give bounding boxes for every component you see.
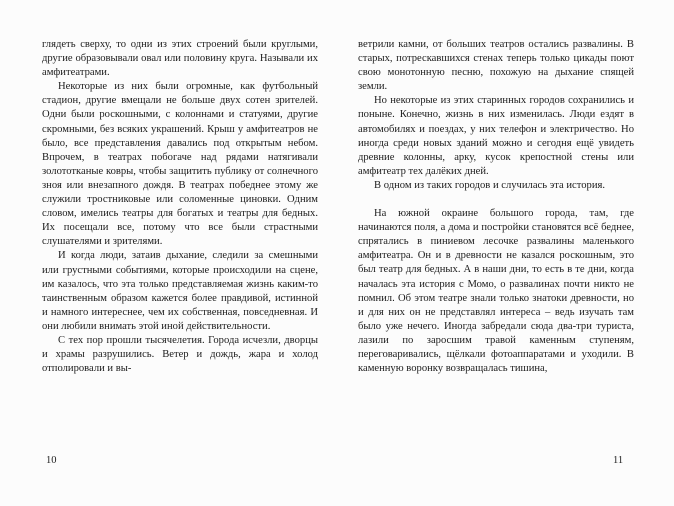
paragraph: В одном из таких городов и случилась эта история.: [374, 179, 606, 191]
paragraph: глядеть сверху, то одни из этих строений были круглыми, другие образовывали овал или половину круга. Называли их амфитеатрами.: [42, 39, 318, 79]
paragraph: ветрили камни, от больших театров остались развалины. В старых, потрескавшихся стенах теперь только цикады поют свою монотонную песню, похожую на дыхание спящей земли.: [358, 39, 634, 93]
paragraph: Но некоторые из этих старинных городов сохранились и поныне. Конечно, жизнь в них изменилась. Люди ездят в автомобилях и поездах, у них телефон и электричество. Но иногда среди новых зданий можно и сегодня ещё увидеть древние колонны, арку, кусок крепостной стены или амфитеатр тех далёких дней.: [358, 95, 634, 177]
left-page-text: [42, 38, 318, 376]
left-page-number: 10: [46, 455, 57, 466]
right-page-number: 11: [613, 455, 624, 466]
paragraph: С тех пор прошли тысячелетия. Города исчезли, дворцы и храмы разрушились. Ветер и дождь, жара и холод отполировали и вы-: [42, 334, 318, 375]
right-page-text: [358, 38, 634, 376]
paragraph: На южной окраине большого города, там, где начинаются поля, а дома и постройки становятся всё беднее, спрятались в пиниевом лесочке развалины маленького амфитеатра. Он и в древности не казался роскошным, это был театр для бедных. А в наши дни, то есть в те дни, когда началась эта история с Момо, о развалинах почти никто не помнил. Об этом театре знали только знатоки древности, но и для них он не представлял интереса – ведь изучать там было уже нечего. Иногда забредали сюда два-три туриста, лазили по заросшим травой каменным ступеням, переговаривались, щёлкали фотоаппаратами и уходили. В каменную воронку возвращалась тишина,: [358, 208, 634, 375]
paragraph: Некоторые из них были огромные, как футбольный стадион, другие вмещали не больше двух сотен зрителей. Одни были роскошными, с колоннами и статуями, другие скромными, без всяких украшений. Крыш у амфитеатров не было, все представления давались под открытым небом. Впрочем, в театрах побогаче над рядами натягивали золототканые ковры, чтобы защитить публику от солнечного зноя или внезапного дождя. В театрах победнее этому же служили тростниковые или соломенные циновки. Одним словом, имелись театры для богатых и театры для бедных. Их посещали все, потому что все были страстными слушателями и зрителями.: [42, 81, 318, 248]
paragraph: И когда люди, затаив дыхание, следили за смешными или грустными событиями, которые происходили на сцене, им казалось, что эта только представляемая жизнь каким-то таинственным образом кажется более правдивой, истинной и намного интереснее, чем их собственная, повседневная. И они любили внимать этой иной действительности.: [42, 250, 318, 332]
